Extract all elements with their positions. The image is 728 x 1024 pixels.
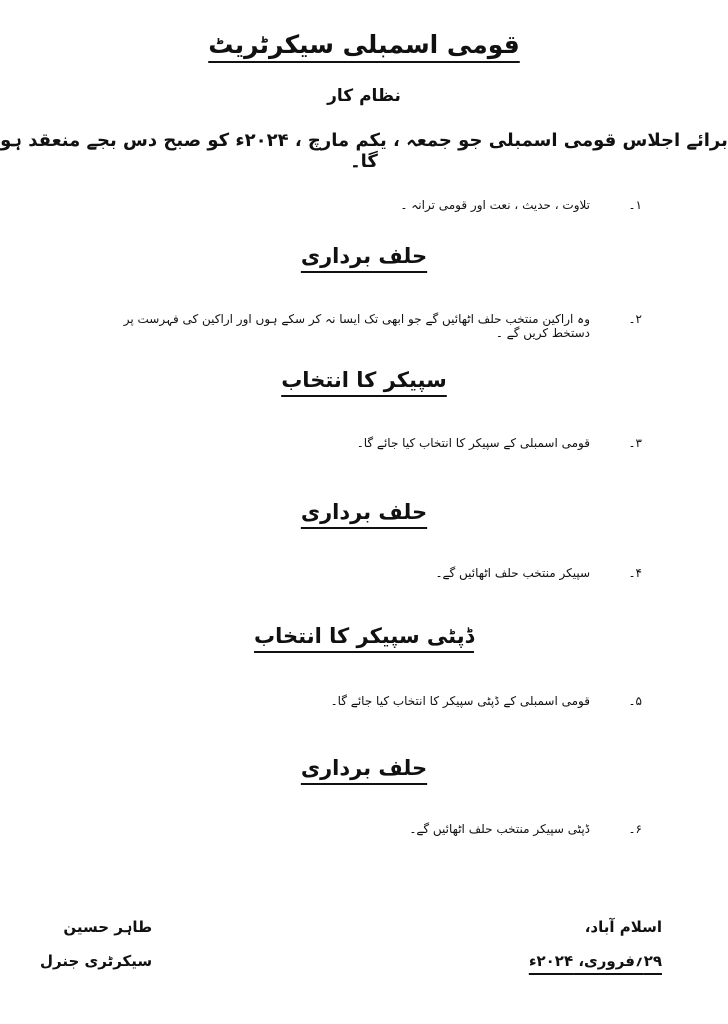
place-date-block — [529, 918, 662, 986]
item-number: ۶۔ — [628, 822, 642, 836]
section-heading-speaker-election: سپیکر کا انتخاب — [281, 368, 447, 392]
section-heading-deputy-speaker-election: ڈپٹی سپیکر کا انتخاب — [254, 624, 474, 648]
item-number: ۳۔ — [628, 436, 642, 450]
agenda-item-6 — [82, 822, 642, 836]
item-text: وہ اراکین منتخب حلف اٹھائیں گے جو ابھی تک ایسا نہ کر سکے ہوں اور اراکین کی فہرست پر دستخط کریں گے ۔ — [123, 312, 590, 340]
page-title: قومی اسمبلی سیکرٹریٹ — [208, 30, 520, 59]
session-info: برائے اجلاس قومی اسمبلی جو جمعہ ، یکم مارچ ، ۲۰۲۴ء کو صبح دس بجے منعقد ہو گا۔ — [0, 130, 728, 172]
item-number: ۵۔ — [628, 694, 642, 708]
item-number: ۱۔ — [628, 198, 642, 212]
section-heading-line — [0, 244, 728, 268]
section-heading-line — [0, 756, 728, 780]
section-heading-oath-1: حلف برداری — [300, 244, 428, 268]
agenda-item-2 — [82, 312, 642, 340]
item-text: سپیکر منتخب حلف اٹھائیں گے۔ — [435, 566, 590, 580]
agenda-item-1 — [82, 198, 642, 212]
item-text: ڈپٹی سپیکر منتخب حلف اٹھائیں گے۔ — [409, 822, 590, 836]
agenda-item-3 — [82, 436, 642, 450]
item-text: قومی اسمبلی کے سپیکر کا انتخاب کیا جائے گا۔ — [356, 436, 590, 450]
page-subtitle: نظام کار — [327, 86, 401, 106]
date-text: ۲۹؍فروری، ۲۰۲۴ء — [528, 952, 662, 970]
subtitle-line — [0, 86, 728, 106]
item-text: قومی اسمبلی کے ڈپٹی سپیکر کا انتخاب کیا جائے گا۔ — [330, 694, 590, 708]
title-line — [0, 30, 728, 59]
section-heading-oath-3: حلف برداری — [300, 756, 428, 780]
agenda-item-4 — [82, 566, 642, 580]
section-heading-oath-2: حلف برداری — [300, 500, 428, 524]
item-number: ۲۔ — [628, 312, 642, 326]
signatory-name: طاہر حسین — [63, 918, 153, 936]
place-text: اسلام آباد، — [584, 918, 662, 936]
agenda-item-5 — [82, 694, 642, 708]
signatory-block — [40, 918, 152, 986]
item-text: تلاوت ، حدیث ، نعت اور قومی ترانہ ۔ — [400, 198, 590, 212]
section-heading-line — [0, 624, 728, 648]
item-number: ۴۔ — [628, 566, 642, 580]
signatory-title: سیکرٹری جنرل — [40, 952, 153, 970]
session-info-line — [0, 130, 728, 172]
section-heading-line — [0, 500, 728, 524]
section-heading-line — [0, 368, 728, 392]
